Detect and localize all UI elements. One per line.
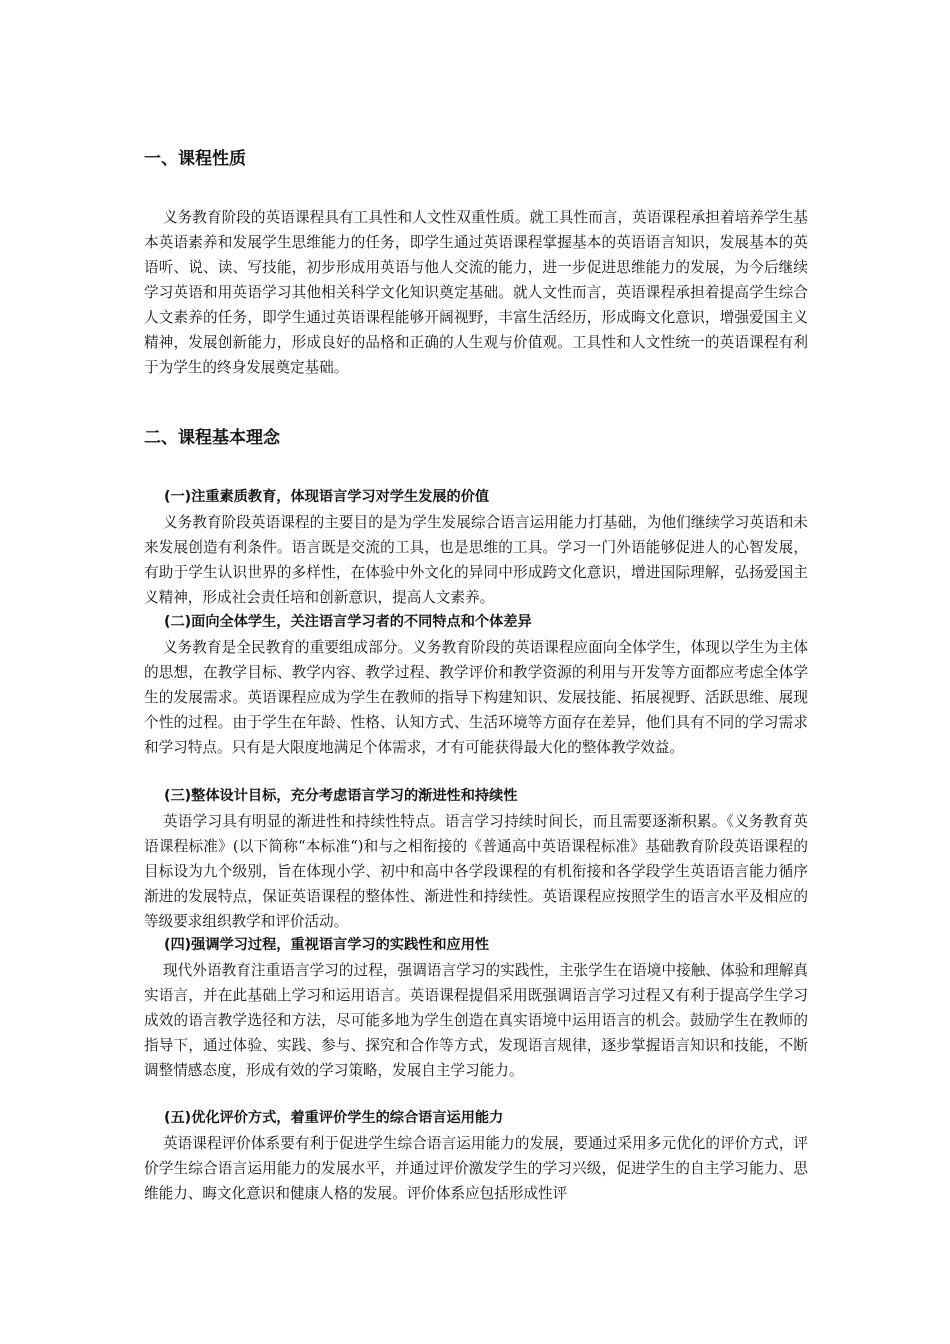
subsection-heading-3: (三)整体设计目标，充分考虑语言学习的渐进性和持续性 <box>164 788 518 804</box>
subsection-heading-4: (四)强调学习过程，重视语言学习的实践性和应用性 <box>164 937 490 953</box>
subsection-heading-2: (二)面向全体学生，关注语言学习者的不同特点和个体差异 <box>164 614 532 630</box>
subsection-heading-1: (一)注重素质教育，体现语言学习对学生发展的价值 <box>164 489 490 505</box>
section-title-course-nature: 一、课程性质 <box>144 149 246 169</box>
section-title-basic-concepts: 二、课程基本理念 <box>144 428 280 448</box>
subsection-paragraph-2: 义务教育是全民教育的重要组成部分。义务教育阶段的英语课程应面向全体学生，体现以学生为主体的思想，在教学目标、教学内容、教学过程、教学评价和教学资源的利用与开发等方面都应考虑全体学生的发展需求。英语课程应成为学生在教师的指导下构建知识、发展技能、拓展视野、活跃思维、展现个性的过程。由于学生在年龄、性格、认知方式、生活环境等方面存在差异，他们具有不同的学习需求和学习特点。只有是大限度地满足个体需求，才有可能获得最大化的整体教学效益。 <box>144 639 808 756</box>
subsection-paragraph-3: 英语学习具有明显的渐进性和持续性特点。语言学习持续时间长，而且需要逐渐积累。《义务教育英语课程标准》(以下简称“本标准“)和与之相衔接的《普通高中英语课程标准》基础教育阶段英语课程的目标设为九个级别，旨在体现小学、初中和高中各学段课程的有机衔接和各学段学生英语语言能力循序渐进的发展特点，保证英语课程的整体性、渐进性和持续性。英语课程应按照学生的语言水平及相应的等级要求组织教学和评价活动。 <box>144 813 808 930</box>
subsection-heading-5: (五)优化评价方式，着重评价学生的综合语言运用能力 <box>164 1110 504 1126</box>
subsection-paragraph-4: 现代外语教育注重语言学习的过程，强调语言学习的实践性，主张学生在语境中接触、体验和理解真实语言，并在此基础上学习和运用语言。英语课程提倡采用既强调语言学习过程又有利于提高学生学习成效的语言教学选径和方法，尽可能多地为学生创造在真实语境中运用语言的机会。鼓励学生在教师的指导下，通过体验、实践、参与、探究和合作等方式，发现语言规律，逐步掌握语言知识和技能，不断调整情感态度，形成有效的学习策略，发展自主学习能力。 <box>144 962 808 1079</box>
paragraph-course-nature: 义务教育阶段的英语课程具有工具性和人文性双重性质。就工具性而言，英语课程承担着培养学生基本英语素养和发展学生思维能力的任务，即学生通过英语课程掌握基本的英语语言知识，发展基本的英语听、说、读、写技能，初步形成用英语与他人交流的能力，进一步促进思维能力的发展，为今后继续学习英语和用英语学习其他相关科学文化知识奠定基础。就人文性而言，英语课程承担着提高学生综合人文素养的任务，即学生通过英语课程能够开阔视野，丰富生活经历，形成晦文化意识，增强爱国主义精神，发展创新能力，形成良好的品格和正确的人生观与价值观。工具性和人文性统一的英语课程有利于为学生的终身发展奠定基础。 <box>144 209 808 376</box>
subsection-paragraph-5: 英语课程评价体系要有利于促进学生综合语言运用能力的发展，要通过采用多元优化的评价方式，评价学生综合语言运用能力的发展水平，并通过评价激发学生的学习兴级，促进学生的自主学习能力、思维能力、晦文化意识和健康人格的发展。评价体系应包括形成性评 <box>144 1135 808 1202</box>
subsection-paragraph-1: 义务教育阶段英语课程的主要目的是为学生发展综合语言运用能力打基础，为他们继续学习英语和未来发展创造有利条件。语言既是交流的工具，也是思维的工具。学习一门外语能够促进人的心智发展，有助于学生认识世界的多样性，在体验中外文化的异同中形成跨文化意识，增进国际理解，弘扬爱国主义精神，形成社会责任培和创新意识，提高人文素养。 <box>144 514 808 606</box>
